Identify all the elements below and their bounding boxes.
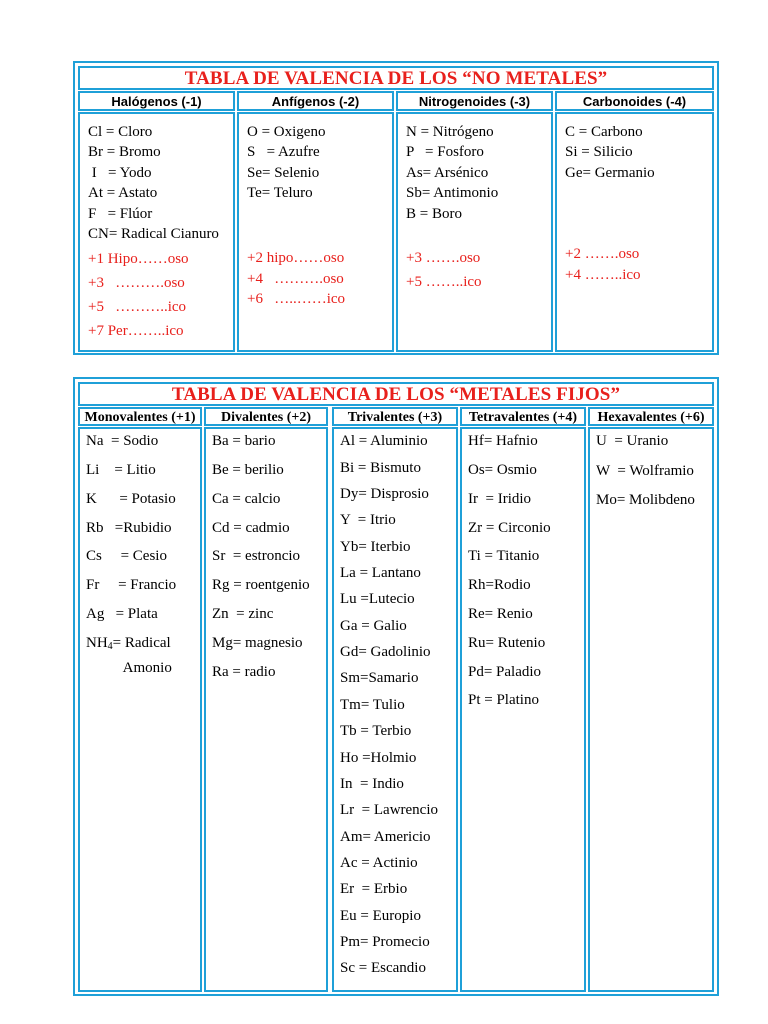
element-entry: La = Lantano	[340, 565, 421, 581]
element-entry: In = Indio	[340, 776, 404, 792]
valence-entry: +5 ………..ico	[88, 299, 187, 315]
element-entry: Sm=Samario	[340, 670, 419, 686]
element-entry: F = Flúor	[88, 206, 153, 222]
element-entry: Eu = Europio	[340, 908, 421, 924]
header-halogenos: Halógenos (-1)	[78, 91, 235, 111]
element-entry: Re= Renio	[468, 606, 533, 622]
element-entry: Cl = Cloro	[88, 124, 153, 140]
element-entry: Os= Osmio	[468, 462, 537, 478]
element-entry: Rb =Rubidio	[86, 520, 172, 536]
metales-fijos-title: TABLA DE VALENCIA DE LOS “METALES FIJOS”	[78, 382, 714, 406]
element-entry: Dy= Disprosio	[340, 486, 429, 502]
element-entry: Ra = radio	[212, 664, 276, 680]
element-entry: As= Arsénico	[406, 165, 489, 181]
element-entry: Ca = calcio	[212, 491, 281, 507]
element-entry: Li = Litio	[86, 462, 156, 478]
element-entry: Rh=Rodio	[468, 577, 531, 593]
valence-entry: +5 ……..ico	[406, 274, 482, 290]
header-trivalentes: Trivalentes (+3)	[332, 407, 458, 426]
valence-entry: +1 Hipo……oso	[88, 251, 189, 267]
element-entry: Ir = Iridio	[468, 491, 532, 507]
monovalentes-column	[78, 427, 202, 992]
element-entry: Te= Teluro	[247, 185, 313, 201]
header-hexavalentes: Hexavalentes (+6)	[588, 407, 714, 426]
element-entry: Am= Americio	[340, 829, 431, 845]
nitrogenoides-column	[396, 112, 553, 352]
no-metales-table	[73, 61, 719, 355]
element-entry: U = Uranio	[596, 433, 669, 449]
element-entry: Ge= Germanio	[565, 165, 655, 181]
element-entry: Zn = zinc	[212, 606, 274, 622]
element-entry: Si = Silicio	[565, 144, 633, 160]
element-entry: Ho =Holmio	[340, 750, 417, 766]
element-entry: O = Oxigeno	[247, 124, 326, 140]
element-entry: K = Potasio	[86, 491, 176, 507]
element-entry: Rg = roentgenio	[212, 577, 310, 593]
valence-entry: +3 ……….oso	[88, 275, 185, 291]
header-anfigenos: Anfígenos (-2)	[237, 91, 394, 111]
element-entry: N = Nitrógeno	[406, 124, 494, 140]
divalentes-column	[204, 427, 328, 992]
element-entry: CN= Radical Cianuro	[88, 226, 219, 242]
element-entry: Cd = cadmio	[212, 520, 290, 536]
valence-entry: +3 …….oso	[406, 250, 481, 266]
element-entry: Zr = Circonio	[468, 520, 551, 536]
element-entry: Ba = bario	[212, 433, 276, 449]
element-entry: Lu =Lutecio	[340, 591, 415, 607]
element-entry: C = Carbono	[565, 124, 643, 140]
element-entry: Al = Aluminio	[340, 433, 428, 449]
element-entry: S = Azufre	[247, 144, 320, 160]
element-entry: Bi = Bismuto	[340, 460, 421, 476]
valence-entry: +4 ……..ico	[565, 267, 641, 283]
header-tetravalentes: Tetravalentes (+4)	[460, 407, 586, 426]
element-entry: Ag = Plata	[86, 606, 158, 622]
element-entry: Pt = Platino	[468, 692, 539, 708]
valence-entry: +4 ……….oso	[247, 271, 344, 287]
element-entry: Pm= Promecio	[340, 934, 430, 950]
element-entry: Er = Erbio	[340, 881, 408, 897]
no-metales-title: TABLA DE VALENCIA DE LOS “NO METALES”	[78, 66, 714, 90]
hexavalentes-column	[588, 427, 714, 992]
header-nitrogenoides: Nitrogenoides (-3)	[396, 91, 553, 111]
element-entry: Y = Itrio	[340, 512, 396, 528]
element-entry: Hf= Hafnio	[468, 433, 538, 449]
element-entry: Sr = estroncio	[212, 548, 301, 564]
element-entry: Ti = Titanio	[468, 548, 540, 564]
element-entry: At = Astato	[88, 185, 158, 201]
element-entry: P = Fosforo	[406, 144, 484, 160]
header-carbonoides: Carbonoides (-4)	[555, 91, 714, 111]
element-entry: Br = Bromo	[88, 144, 161, 160]
element-entry: Cs = Cesio	[86, 548, 167, 564]
valence-entry: +7 Per……..ico	[88, 323, 184, 339]
valence-entry: +6 …..……ico	[247, 291, 346, 307]
metales-fijos-table	[73, 377, 719, 996]
valence-entry: +2 hipo……oso	[247, 250, 345, 266]
element-entry: Na = Sodio	[86, 433, 159, 449]
element-entry: Lr = Lawrencio	[340, 802, 438, 818]
header-divalentes: Divalentes (+2)	[204, 407, 328, 426]
element-entry: Sc = Escandio	[340, 960, 426, 976]
element-entry: Ga = Galio	[340, 618, 407, 634]
element-entry: Mg= magnesio	[212, 635, 303, 651]
halogenos-column	[78, 112, 235, 352]
element-entry: Amonio	[86, 660, 172, 676]
header-monovalentes: Monovalentes (+1)	[78, 407, 202, 426]
element-entry: I = Yodo	[88, 165, 152, 181]
element-entry: W = Wolframio	[596, 463, 694, 479]
element-entry: Tb = Terbio	[340, 723, 412, 739]
element-entry: $NH_4=$ Radical	[86, 635, 171, 652]
anfigenos-column	[237, 112, 394, 352]
element-entry: Gd= Gadolinio	[340, 644, 431, 660]
tetravalentes-column	[460, 427, 586, 992]
element-entry: Pd= Paladio	[468, 664, 542, 680]
element-entry: Fr = Francio	[86, 577, 177, 593]
carbonoides-column	[555, 112, 714, 352]
valence-entry: +2 …….oso	[565, 246, 640, 262]
element-entry: B = Boro	[406, 206, 462, 222]
element-entry: Mo= Molibdeno	[596, 492, 695, 508]
element-entry: Sb= Antimonio	[406, 185, 499, 201]
element-entry: Be = berilio	[212, 462, 284, 478]
element-entry: Se= Selenio	[247, 165, 320, 181]
element-entry: Tm= Tulio	[340, 697, 405, 713]
element-entry: Ru= Rutenio	[468, 635, 546, 651]
trivalentes-column	[332, 427, 458, 992]
element-entry: Yb= Iterbio	[340, 539, 411, 555]
element-entry: Ac = Actinio	[340, 855, 418, 871]
